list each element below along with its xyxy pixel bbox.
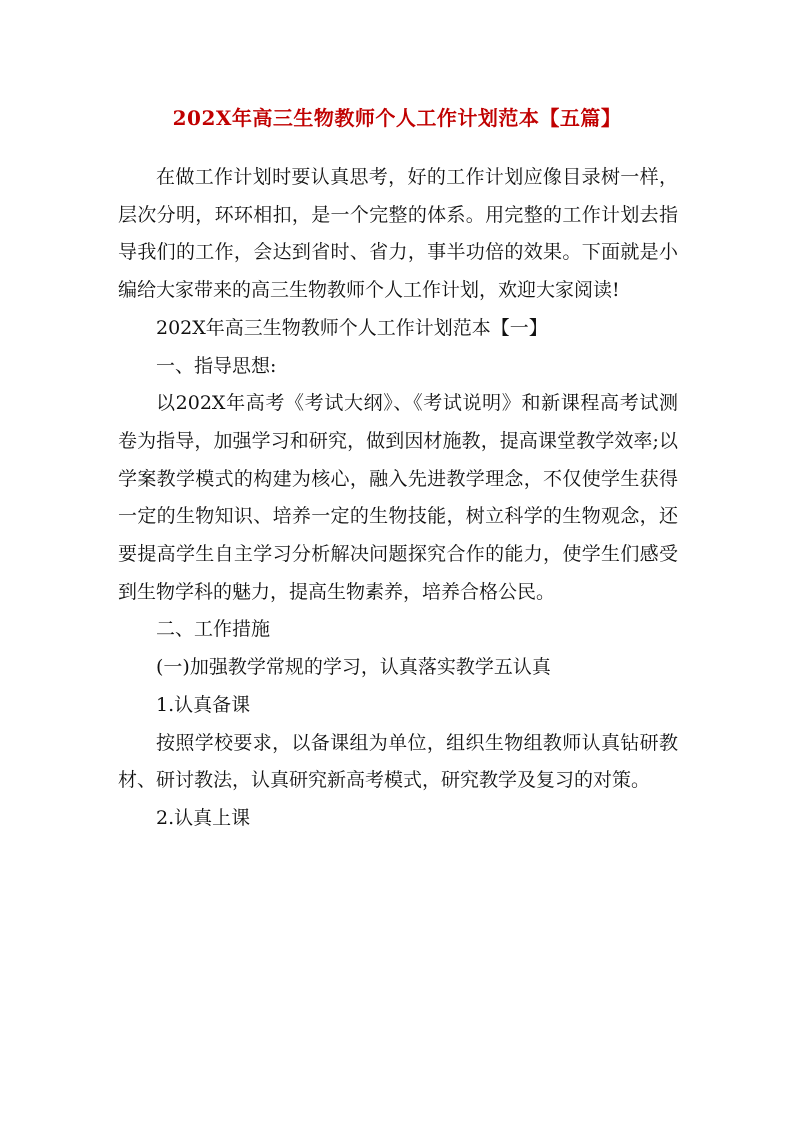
item-attend-class: 2.认真上课 <box>156 806 251 829</box>
section-heading-one: 202X年高三生物教师个人工作计划范本【一】 <box>156 316 548 339</box>
lesson-prep-paragraph: 按照学校要求，以备课组为单位，组织生物组教师认真钻研教材、研讨教法，认真研究新高考模式，研究教学及复习的对策。 <box>118 731 678 792</box>
document-body <box>118 159 678 838</box>
document-title: 202X年高三生物教师个人工作计划范本【五篇】 <box>172 106 622 130</box>
heading-guiding-ideology: 一、指导思想: <box>156 354 277 377</box>
item-lesson-prep: 1.认真备课 <box>156 693 251 716</box>
subheading-teaching-routine: (一)加强教学常规的学习，认真落实教学五认真 <box>156 656 551 679</box>
heading-work-measures: 二、工作措施 <box>156 618 271 641</box>
intro-paragraph: 在做工作计划时要认真思考，好的工作计划应像目录树一样，层次分明，环环相扣，是一个完整的体系。用完整的工作计划去指导我们的工作，会达到省时、省力，事半功倍的效果。下面就是小编给大家带来的高三生物教师个人工作计划，欢迎大家阅读! <box>118 166 678 302</box>
guiding-ideology-paragraph: 以202X年高考《考试大纲》、《考试说明》和新课程高考试测卷为指导，加强学习和研究，做到因材施教，提高课堂教学效率;以学案教学模式的构建为核心，融入先进教学理念，不仅使学生获得一定的生物知识、培养一定的生物技能，树立科学的生物观念，还要提高学生自主学习分析解决问题探究合作的能力，使学生们感受到生物学科的魅力，提高生物素养，培养合格公民。 <box>118 392 678 603</box>
